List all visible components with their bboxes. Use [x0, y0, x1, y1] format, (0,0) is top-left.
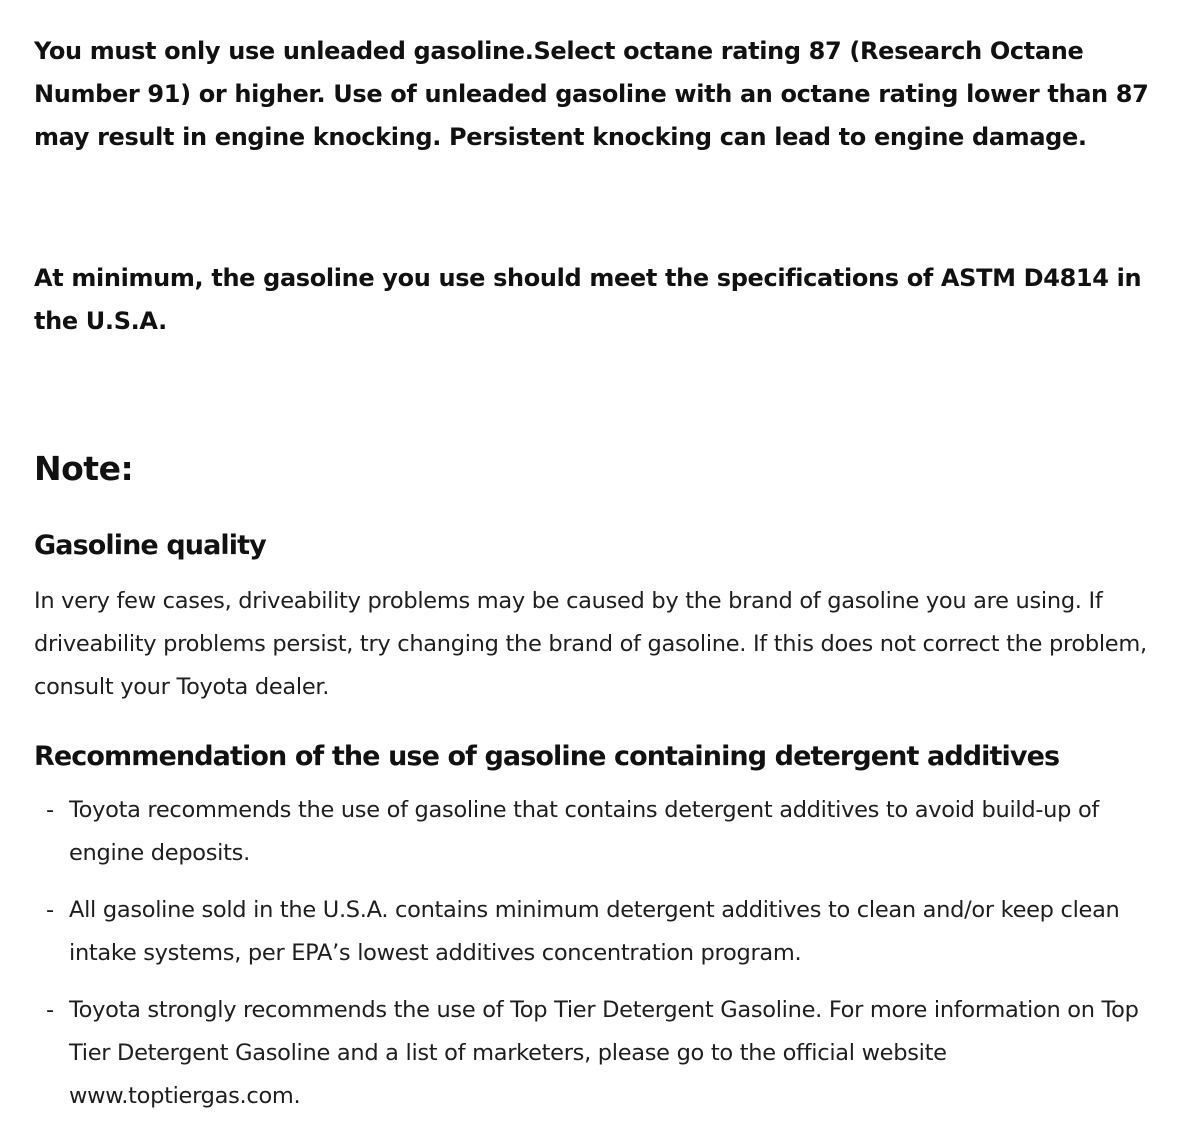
- dash-bullet-icon: -: [46, 897, 54, 923]
- gasoline-quality-body: In very few cases, driveability problems may be caused by the brand of gasoline you are using. If driveability problems persist, try changing the brand of gasoline. If this does not correct the problem, consult your Toyota dealer.: [34, 588, 1147, 700]
- note-heading: Note:: [34, 449, 134, 488]
- list-item-text: Toyota strongly recommends the use of Top Tier Detergent Gasoline. For more information on Top Tier Detergent Gasoline and a list of marketers, please go to the official website www.toptiergas.com.: [69, 997, 1139, 1109]
- astm-spec-paragraph: At minimum, the gasoline you use should meet the specifications of ASTM D4814 in the U.S.A.: [34, 264, 1142, 335]
- list-item-text: Toyota recommends the use of gasoline that contains detergent additives to avoid build-up of engine deposits.: [69, 797, 1100, 866]
- list-item: [34, 989, 1174, 1118]
- detergent-recommendation-heading: Recommendation of the use of gasoline containing detergent additives: [34, 741, 1060, 772]
- list-item: [34, 889, 1174, 975]
- unleaded-gasoline-paragraph: You must only use unleaded gasoline.Select octane rating 87 (Research Octane Number 91) or higher. Use of unleaded gasoline with an octane rating lower than 87 may result in engine knocking. Persistent knocking can lead to engine damage.: [34, 37, 1149, 151]
- dash-bullet-icon: -: [46, 997, 54, 1023]
- dash-bullet-icon: -: [46, 797, 54, 823]
- list-item-text: All gasoline sold in the U.S.A. contains minimum detergent additives to clean and/or keep clean intake systems, per EPA’s lowest additives concentration program.: [69, 897, 1120, 966]
- gasoline-quality-heading: Gasoline quality: [34, 530, 266, 561]
- list-item: [34, 789, 1174, 875]
- detergent-recommendation-list: [34, 789, 1174, 1132]
